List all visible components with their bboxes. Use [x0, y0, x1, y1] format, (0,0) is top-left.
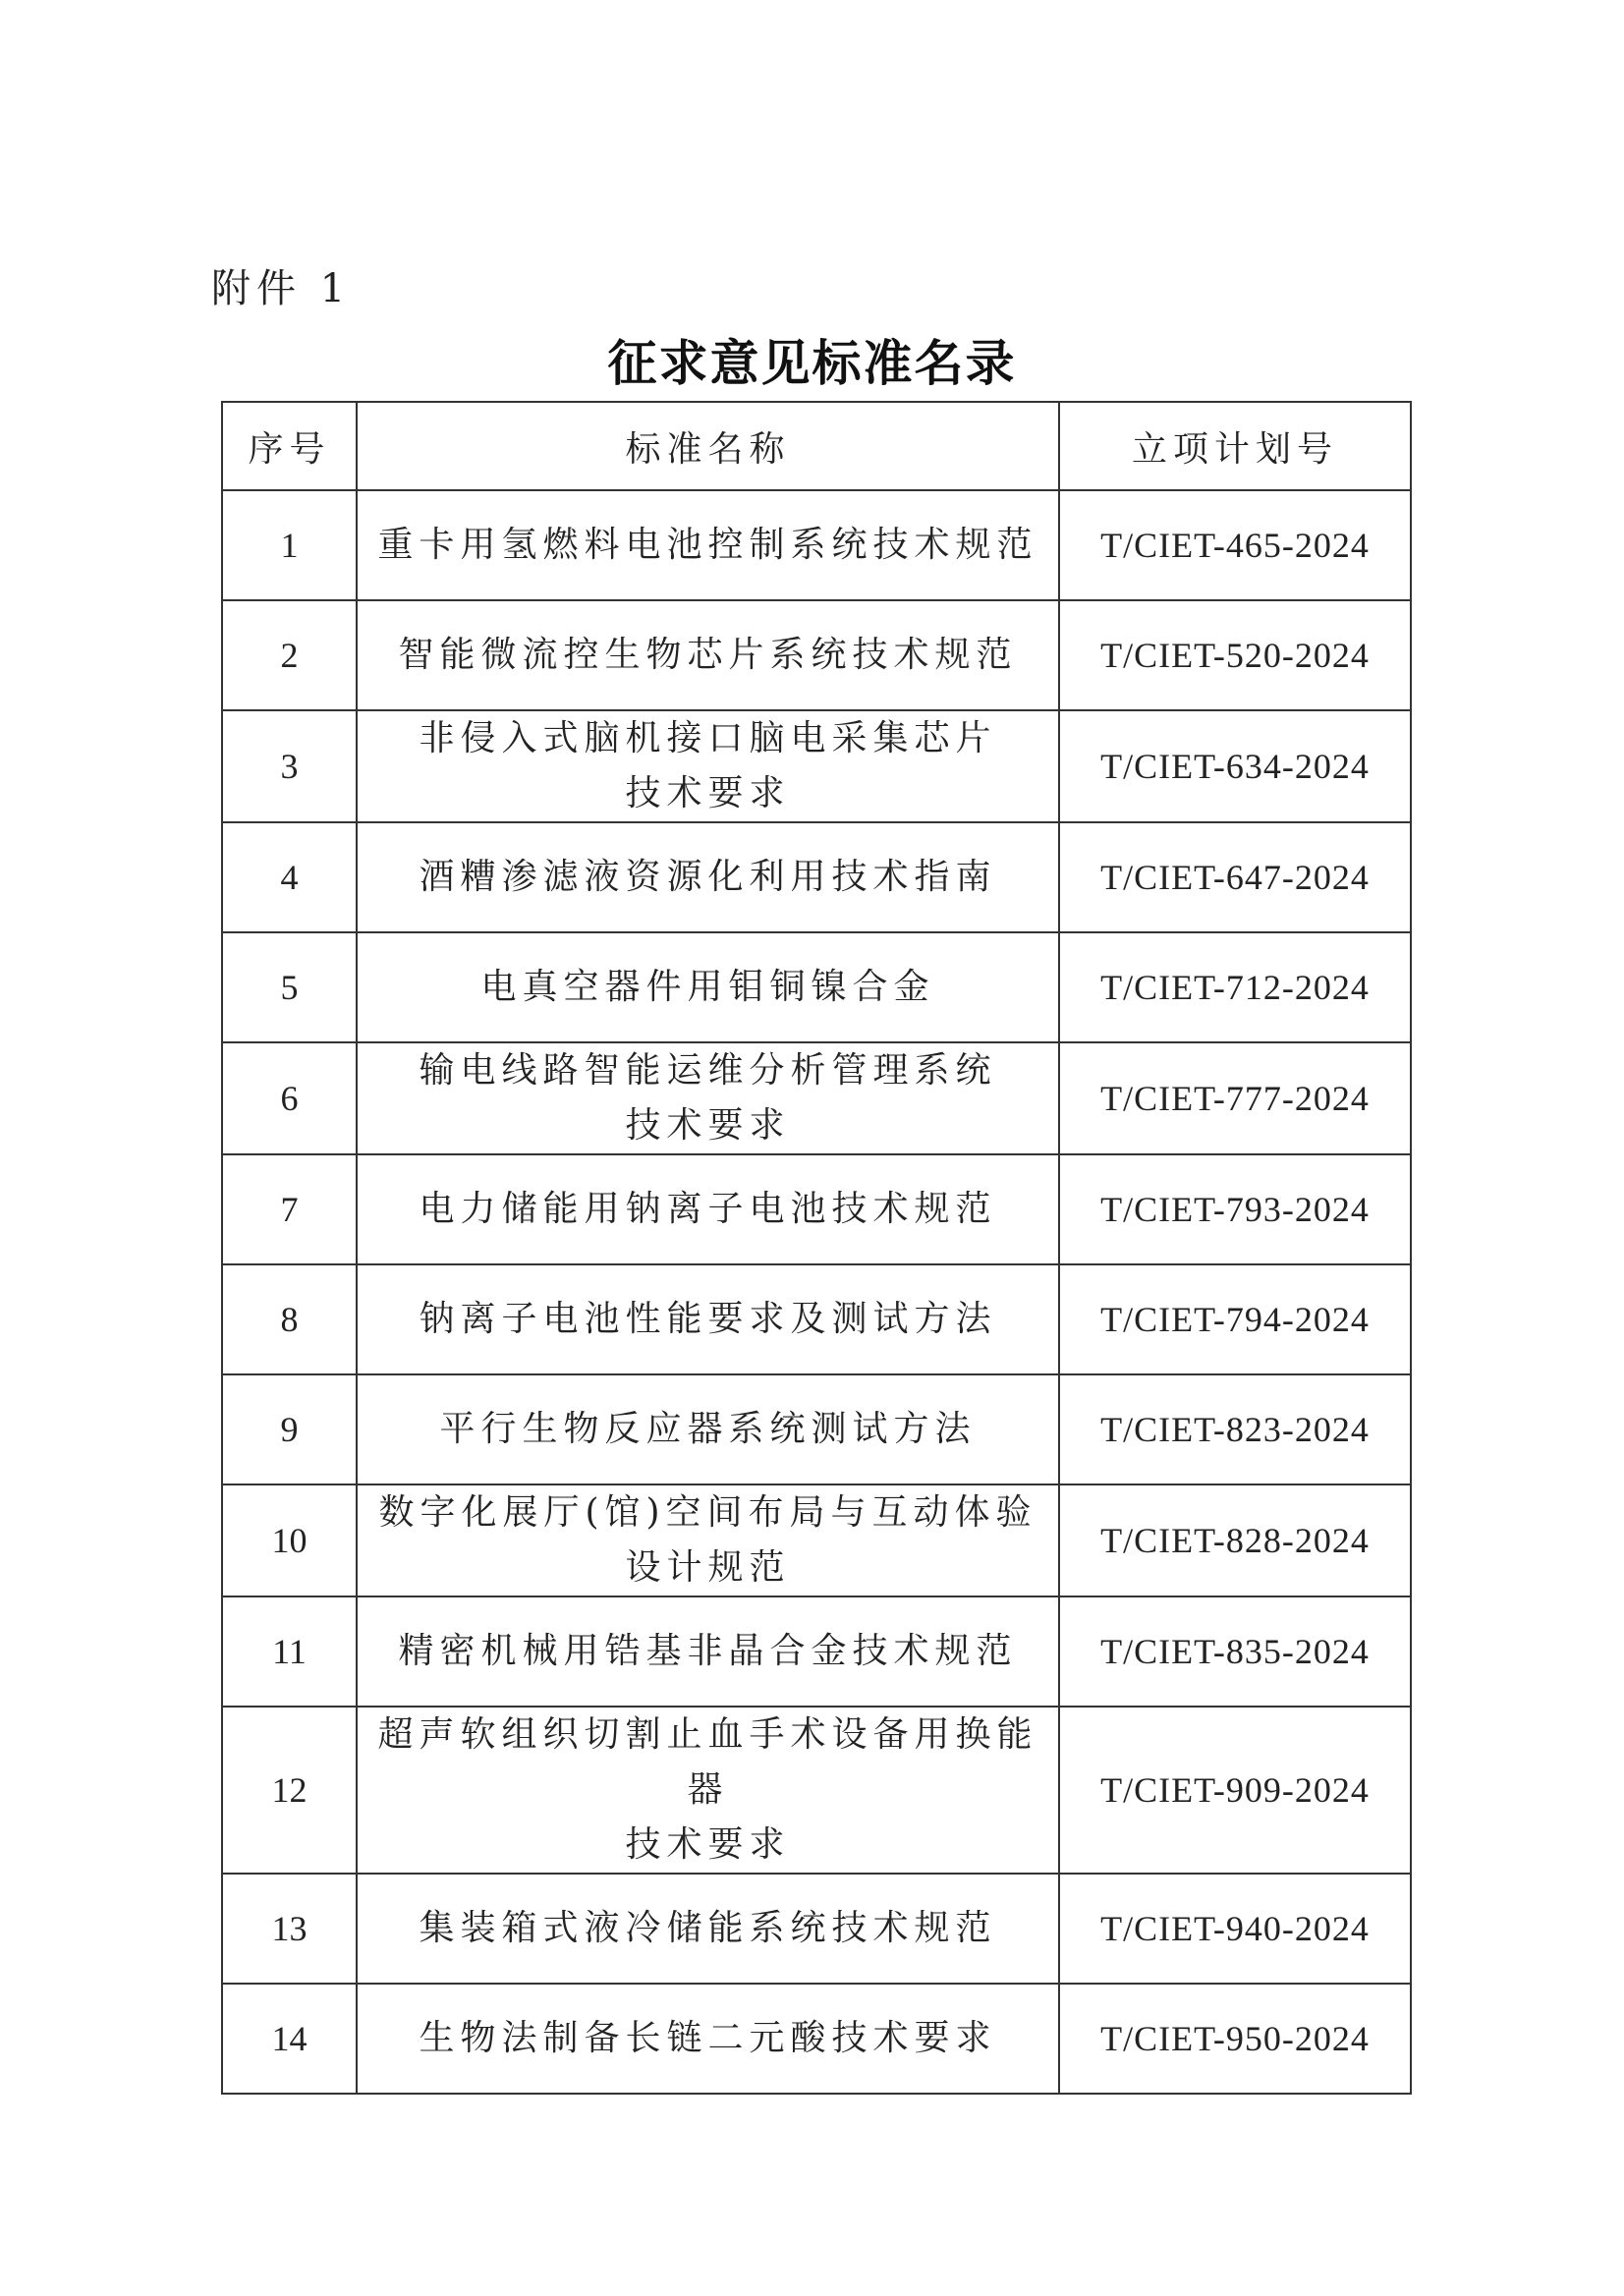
header-serial-number: 序号 [222, 402, 357, 490]
project-plan-number-cell: T/CIET-465-2024 [1059, 490, 1411, 600]
table-row [222, 1154, 1411, 1264]
project-plan-number-cell: T/CIET-520-2024 [1059, 600, 1411, 710]
serial-number-cell: 12 [222, 1707, 357, 1874]
serial-number-cell: 2 [222, 600, 357, 710]
standard-name-cell [357, 932, 1059, 1042]
project-plan-number-cell: T/CIET-793-2024 [1059, 1154, 1411, 1264]
attachment-label: 附件 1 [211, 266, 352, 311]
header-project-plan-number: 立项计划号 [1059, 402, 1411, 490]
standard-name-line: 精密机械用锆基非晶合金技术规范 [398, 1631, 1018, 1671]
standard-name-line: 平行生物反应器系统测试方法 [439, 1409, 977, 1449]
table-row [222, 1984, 1411, 2094]
table-row [222, 1374, 1411, 1484]
standard-name-line: 技术要求 [625, 773, 791, 813]
header-standard-name: 标准名称 [357, 402, 1059, 490]
project-plan-number-cell: T/CIET-634-2024 [1059, 710, 1411, 822]
table-row [222, 1484, 1411, 1596]
serial-number-cell: 11 [222, 1596, 357, 1707]
standard-name-cell [357, 490, 1059, 600]
project-plan-number-cell: T/CIET-712-2024 [1059, 932, 1411, 1042]
standard-name-cell [357, 600, 1059, 710]
standard-name-cell [357, 822, 1059, 932]
standard-name-cell [357, 1154, 1059, 1264]
standard-name-line: 智能微流控生物芯片系统技术规范 [398, 635, 1018, 675]
standard-name-line: 输电线路智能运维分析管理系统 [419, 1050, 997, 1091]
project-plan-number-cell: T/CIET-909-2024 [1059, 1707, 1411, 1874]
table-body [222, 490, 1411, 2094]
standard-name-line: 电力储能用钠离子电池技术规范 [419, 1189, 997, 1229]
serial-number-cell: 8 [222, 1264, 357, 1374]
standard-name-line: 非侵入式脑机接口脑电采集芯片 [419, 718, 997, 758]
table-row [222, 600, 1411, 710]
serial-number-cell: 14 [222, 1984, 357, 2094]
standard-name-cell [357, 1707, 1059, 1874]
serial-number-cell: 4 [222, 822, 357, 932]
serial-number-cell: 3 [222, 710, 357, 822]
serial-number-cell: 6 [222, 1042, 357, 1154]
standard-name-cell [357, 1984, 1059, 2094]
project-plan-number-cell: T/CIET-828-2024 [1059, 1484, 1411, 1596]
table-row [222, 1264, 1411, 1374]
table-header-row [222, 402, 1411, 490]
serial-number-cell: 9 [222, 1374, 357, 1484]
standard-name-line: 超声软组织切割止血手术设备用换能器 [377, 1714, 1038, 1810]
standard-name-cell [357, 710, 1059, 822]
serial-number-cell: 7 [222, 1154, 357, 1264]
standard-name-line: 电真空器件用钼铜镍合金 [480, 967, 935, 1007]
standard-name-line: 设计规范 [625, 1547, 791, 1588]
table-row [222, 1596, 1411, 1707]
standard-name-cell [357, 1374, 1059, 1484]
standard-name-line: 数字化展厅(馆)空间布局与互动体验 [378, 1492, 1037, 1533]
project-plan-number-cell: T/CIET-940-2024 [1059, 1874, 1411, 1984]
project-plan-number-cell: T/CIET-835-2024 [1059, 1596, 1411, 1707]
table-row [222, 1874, 1411, 1984]
project-plan-number-cell: T/CIET-823-2024 [1059, 1374, 1411, 1484]
standard-name-line: 钠离子电池性能要求及测试方法 [419, 1299, 997, 1339]
standard-name-cell [357, 1874, 1059, 1984]
standard-name-line: 生物法制备长链二元酸技术要求 [419, 2018, 997, 2058]
document-title: 征求意见标准名录 [607, 335, 1017, 392]
standard-name-cell [357, 1042, 1059, 1154]
serial-number-cell: 13 [222, 1874, 357, 1984]
standard-name-cell [357, 1484, 1059, 1596]
standard-name-cell [357, 1264, 1059, 1374]
table-row [222, 490, 1411, 600]
table-row [222, 822, 1411, 932]
standards-table [221, 401, 1412, 2095]
table-row [222, 1707, 1411, 1874]
project-plan-number-cell: T/CIET-794-2024 [1059, 1264, 1411, 1374]
project-plan-number-cell: T/CIET-777-2024 [1059, 1042, 1411, 1154]
standard-name-line: 重卡用氢燃料电池控制系统技术规范 [377, 525, 1038, 565]
standard-name-line: 技术要求 [625, 1105, 791, 1146]
project-plan-number-cell: T/CIET-950-2024 [1059, 1984, 1411, 2094]
standard-name-line: 技术要求 [625, 1824, 791, 1865]
table-row [222, 932, 1411, 1042]
table-row [222, 710, 1411, 822]
serial-number-cell: 1 [222, 490, 357, 600]
project-plan-number-cell: T/CIET-647-2024 [1059, 822, 1411, 932]
standard-name-line: 集装箱式液冷储能系统技术规范 [419, 1908, 997, 1948]
standard-name-cell [357, 1596, 1059, 1707]
serial-number-cell: 10 [222, 1484, 357, 1596]
table-row [222, 1042, 1411, 1154]
standard-name-line: 酒糟渗滤液资源化利用技术指南 [419, 857, 997, 897]
serial-number-cell: 5 [222, 932, 357, 1042]
